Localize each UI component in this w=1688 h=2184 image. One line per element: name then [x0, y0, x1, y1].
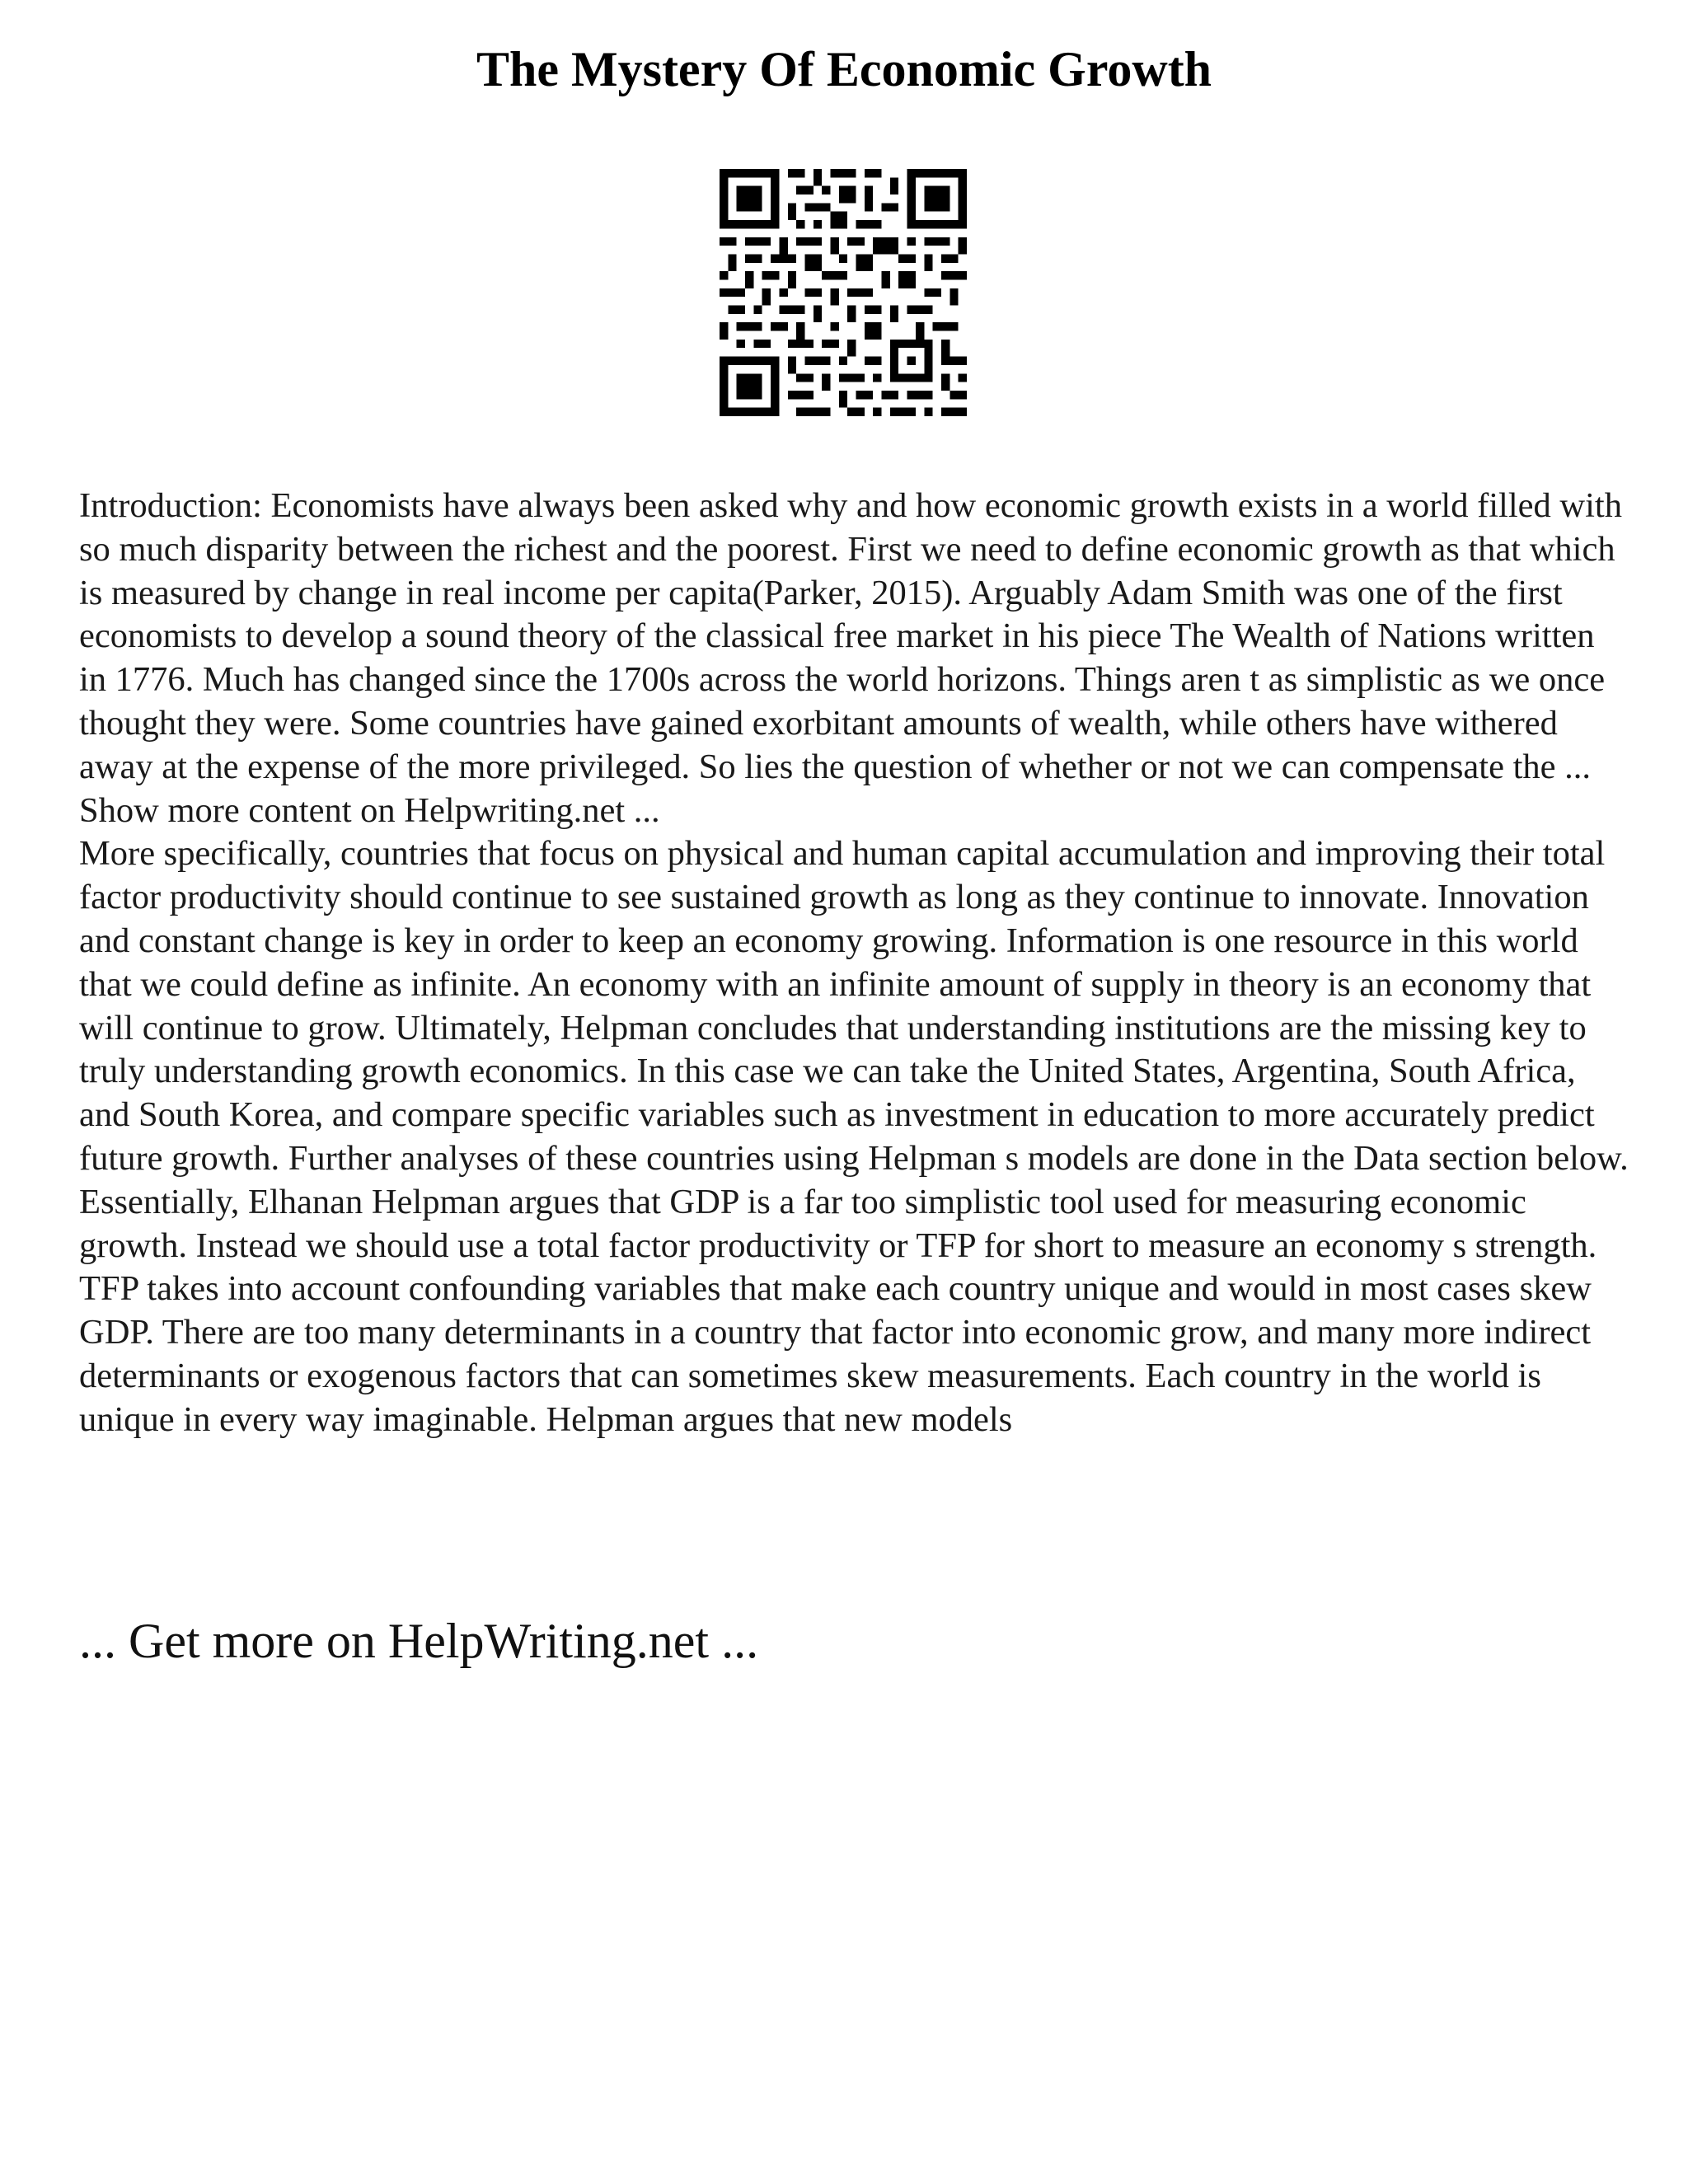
- qr-code-icon[interactable]: [720, 169, 967, 416]
- document-body: [79, 485, 1629, 1442]
- paragraph-essentially: Essentially, Elhanan Helpman argues that GDP is a far too simplistic tool used for measuring economic growth. Instead we should use a total factor productivity or TFP for short to measure an economy s strength. TFP takes into account confounding variables that make each country unique and would in most cases skew GDP. There are too many determinants in a country that factor into economic grow, and many more indirect determinants or exogenous factors that can sometimes skew measurements. Each country in the world is unique in every way imaginable. Helpman argues that new models: [79, 1182, 1597, 1439]
- paragraph-specifically: More specifically, countries that focus on physical and human capital accumulation and improving their total factor productivity should continue to see sustained growth as long as they continue to innovate. Innovation and constant change is key in order to keep an economy growing. Information is one resource in this world that we could define as infinite. An economy with an infinite amount of supply in theory is an economy that will continue to grow. Ultimately, Helpman concludes that understanding institutions are the missing key to truly understanding growth economics. In this case we can take the United States, Argentina, South Africa, and South Korea, and compare specific variables such as investment in education to more accurately predict future growth. Further analyses of these countries using Helpman s models are done in the Data section below.: [79, 834, 1629, 1178]
- page-title: The Mystery Of Economic Growth: [476, 42, 1212, 96]
- get-more-link[interactable]: ... Get more on HelpWriting.net ...: [79, 1614, 759, 1668]
- paragraph-introduction: Introduction: Economists have always been asked why and how economic growth exists in a world filled with so much disparity between the richest and the poorest. First we need to define economic growth as that which is measured by change in real income per capita(Parker, 2015). Arguably Adam Smith was one of the first economists to develop a sound theory of the classical free market in his piece The Wealth of Nations written in 1776. Much has changed since the 1700s across the world horizons. Things aren t as simplistic as we once thought they were. Some countries have gained exorbitant amounts of wealth, while others have withered away at the expense of the more privileged. So lies the question of whether or not we can compensate the ... Show more content on Helpwriting.net ...: [79, 486, 1622, 830]
